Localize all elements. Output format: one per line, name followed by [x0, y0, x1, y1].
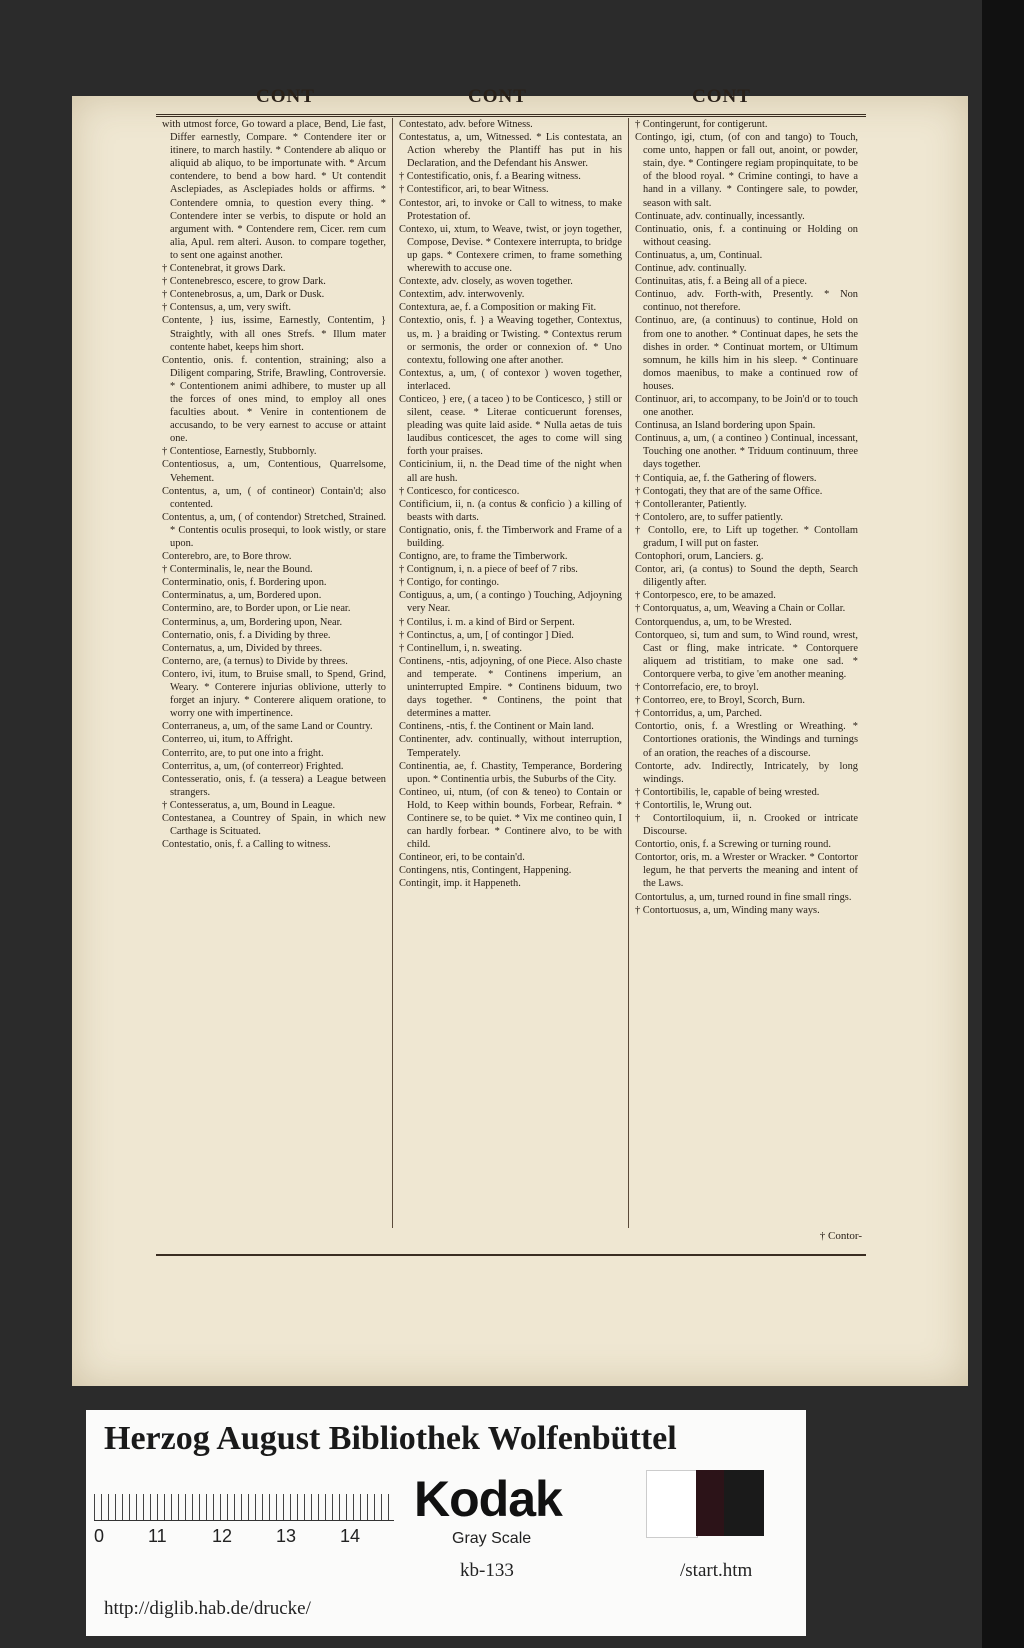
- dictionary-entry: † Contiquia, ae, f. the Gathering of flowers.: [635, 472, 817, 484]
- dictionary-entry: Contificium, ii, n. (a contus & conficio ) a killing of beasts with darts.: [399, 498, 622, 523]
- dictionary-entry: † Contensus, a, um, very swift.: [162, 302, 292, 314]
- dictionary-entry: Contortulus, a, um, turned round in fine small rings.: [635, 891, 852, 903]
- dictionary-entry: † Contigo, for contingo.: [399, 577, 500, 589]
- headword-center: CONT: [468, 86, 527, 107]
- dictionary-entry: Contignatio, onis, f. the Timberwork and Frame of a building.: [399, 524, 622, 549]
- headword-right: CONT: [692, 86, 751, 107]
- dictionary-entry: Contor, ari, (a contus) to Sound the depth, Search diligently after.: [635, 564, 858, 589]
- kodak-logo: Kodak: [414, 1471, 562, 1527]
- dictionary-entry: Continuate, adv. continually, incessantly.: [635, 210, 805, 222]
- dictionary-entry: Contermino, are, to Border upon, or Lie near.: [162, 603, 351, 615]
- dictionary-entry: † Contolleranter, Patiently.: [635, 498, 747, 510]
- dictionary-entry: Conterreo, ui, itum, to Affright.: [162, 734, 293, 746]
- dictionary-entry: Continuitas, atis, f. a Being all of a piece.: [635, 276, 807, 288]
- dictionary-entry: Contorte, adv. Indirectly, Intricately, by long windings.: [635, 760, 858, 785]
- bottom-rule: [156, 1254, 866, 1256]
- dictionary-entry: Contingens, ntis, Contingent, Happening.: [399, 865, 572, 877]
- dictionary-entry: Contextura, ae, f. a Composition or making Fit.: [399, 302, 597, 314]
- dictionary-entry: Contestatus, a, um, Witnessed. * Lis contestata, an Action whereby the Plantiff has put in his Declaration, and the Defendant his Answer.: [399, 132, 622, 170]
- dictionary-entry: Contorquendus, a, um, to be Wrested.: [635, 616, 792, 628]
- column-1: [156, 118, 392, 1228]
- dictionary-entry: † Contortibilis, le, capable of being wrested.: [635, 786, 820, 798]
- dictionary-entry: Conticeo, } ere, ( a taceo ) to be Conticesco, } still or silent, cease. * Literae conticuerunt forenses, pleading was quite laid aside. * Nulla aetas de tuis laudibus conticescet, the ages to come will sing forth your praises.: [399, 393, 622, 458]
- dictionary-entry: Contesseratio, onis, f. (a tessera) a League between strangers.: [162, 773, 386, 798]
- dictionary-entry: Contiguus, a, um, ( a contingo ) Touching, Adjoyning very Near.: [399, 590, 622, 615]
- dictionary-entry: † Contogati, they that are of the same Office.: [635, 485, 823, 497]
- dictionary-entry: † Contolero, are, to suffer patiently.: [635, 511, 784, 523]
- dictionary-entry: † Contortiloquium, ii, n. Crooked or intricate Discourse.: [635, 812, 858, 838]
- dictionary-entry: † Conterminalis, le, near the Bound.: [162, 564, 313, 576]
- dictionary-entry: Conterminatio, onis, f. Bordering upon.: [162, 577, 327, 589]
- dictionary-entry: Continuor, ari, to accompany, to be Join'd or to touch one another.: [635, 393, 858, 419]
- dictionary-entry: Contentus, a, um, ( of contendor) Stretched, Strained. * Contentis oculis prosequi, to look wistly, or stare upon.: [162, 511, 386, 549]
- dictionary-entry: Contentio, onis. f. contention, straining; also a Diligent comparing, Strife, Brawling, Controversie. * Contentionem animi adhibere, to muster up all the forces of ones mind, to employ all ones faculties about. * Venire in contentionem de accusando, to be very earnest to accuse or attaint one.: [162, 354, 386, 445]
- ruler-label: 0: [94, 1526, 105, 1546]
- dictionary-entry: Contero, ivi, itum, to Bruise small, to Spend, Grind, Weary. * Conterere injurias oblivione, utterly to forget an injury. * Conterere aliquem oratione, to worry one with impertinence.: [162, 668, 386, 720]
- dictionary-entry: Conternatus, a, um, Divided by threes.: [162, 642, 323, 654]
- dictionary-entry: Contextio, onis, f. } a Weaving together, Contextus, us, m. } a braiding or Twisting. * Contextus rerum or sermonis, the order or connexion of. * Uno contextu, following one after another.: [399, 315, 622, 366]
- dictionary-entry: † Contilus, i. m. a kind of Bird or Serpent.: [399, 616, 575, 628]
- dictionary-entry: † Conticesco, for conticesco.: [399, 485, 520, 497]
- dictionary-entry: Continuatio, onis, f. a continuing or Holding on without ceasing.: [635, 223, 858, 248]
- target-code: kb-133: [460, 1560, 514, 1581]
- dictionary-entry: Continuo, are, (a continuus) to continue, Hold on from one to another. * Continuat dapes, he sets the dishes in order. * Continuat mortem, or Ultimum somnum, he kills him in his sleep. * Continuare domos maenibus, to make a continued row of houses.: [635, 315, 858, 392]
- dictionary-entry: Conterno, are, (a ternus) to Divide by threes.: [162, 655, 348, 667]
- dictionary-entry: Contineor, eri, to be contain'd.: [399, 852, 525, 864]
- dictionary-entry: † Contestificatio, onis, f. a Bearing witness.: [399, 171, 581, 183]
- dictionary-entry: Contestatio, onis, f. a Calling to witness.: [162, 839, 331, 851]
- dictionary-entry: Continentia, ae, f. Chastity, Temperance, Bordering upon. * Continentia urbis, the Suburbs of the City.: [399, 760, 622, 785]
- dictionary-entry: Contortio, onis, f. a Screwing or turning round.: [635, 839, 831, 851]
- dictionary-entry: Continue, adv. continually.: [635, 263, 747, 275]
- ruler-label: 11: [148, 1526, 167, 1546]
- dictionary-entry: Continens, -ntis, f. the Continent or Main land.: [399, 721, 594, 733]
- dictionary-entry: Contingo, igi, ctum, (of con and tango) to Touch, come unto, happen or fall out, anoint, or powder, stain, dye. * Contingere regiam propinquitate, to be of the blood royal. * Crimine contingi, to have a hand in a villany. * Contingere sale, to powder, season with salt.: [635, 132, 858, 209]
- dictionary-entry: Contestato, adv. before Witness.: [399, 119, 533, 130]
- dictionary-entry: Contexte, adv. closely, as woven together.: [399, 276, 573, 288]
- dictionary-entry: † Contenebrosus, a, um, Dark or Dusk.: [162, 289, 325, 301]
- dictionary-entry: Continuus, a, um, ( a contineo ) Continual, incessant, Touching one another. * Triduum continuum, three days together.: [635, 433, 858, 471]
- dictionary-entry: Contextim, adv. interwovenly.: [399, 289, 525, 301]
- dictionary-entry: Contente, } ius, issime, Earnestly, Contentim, } Straightly, with all ones Strefs. * Illum mater contente habet, keeps him short.: [162, 315, 386, 353]
- archive-footer: [86, 1410, 806, 1636]
- dictionary-entry: Conticinium, ii, n. the Dead time of the night when all are hush.: [399, 459, 622, 484]
- url-left: http://diglib.hab.de/drucke/: [104, 1598, 311, 1619]
- dictionary-entry: Conterminatus, a, um, Bordered upon.: [162, 590, 322, 602]
- dictionary-entry: Conterritus, a, um, (of conterreor) Frighted.: [162, 760, 344, 772]
- dictionary-entry: † Contortilis, le, Wrung out.: [635, 799, 752, 811]
- dictionary-entry: Conterrito, are, to put one into a fright.: [162, 747, 324, 759]
- dictionary-entry: † Contesseratus, a, um, Bound in League.: [162, 799, 336, 811]
- dictionary-entry: Contestor, ari, to invoke or Call to witness, to make Protestation of.: [399, 197, 622, 222]
- dictionary-entry: Conternatio, onis, f. a Dividing by three.: [162, 629, 331, 641]
- dictionary-entry: † Continctus, a, um, [ of contingor ] Died.: [399, 629, 574, 641]
- dictionary-entry: † Contestificor, ari, to bear Witness.: [399, 184, 549, 196]
- dictionary-entry: Contentus, a, um, ( of contineor) Contain'd; also contented.: [162, 485, 386, 510]
- dictionary-entry: † Contorquatus, a, um, Weaving a Chain or Collar.: [635, 603, 846, 615]
- dictionary-entry: Contorqueo, si, tum and sum, to Wind round, wrest, Cast or fling, make intricate. * Contorquere aliquem ad tristitiam, to make one sad. * Contorquere verba, to give 'em another meaning.: [635, 629, 858, 680]
- swatch-black: [724, 1470, 764, 1536]
- dictionary-entry: † Contentiose, Earnestly, Stubbornly.: [162, 446, 317, 458]
- dictionary-entry: Conterebro, are, to Bore throw.: [162, 551, 292, 563]
- swatch-dark: [696, 1470, 724, 1536]
- column-3: [628, 118, 864, 1228]
- measurement-ruler: [94, 1480, 394, 1521]
- dictionary-entry: Contortio, onis, f. a Wrestling or Wreathing. * Contortiones orationis, the Windings and turnings of an oration, the reaches of a discourse.: [635, 721, 858, 759]
- running-head: [156, 86, 866, 117]
- dictionary-entry: Contextus, a, um, ( of contexor ) woven together, interlaced.: [399, 367, 622, 392]
- dictionary-entry: Contingit, imp. it Happeneth.: [399, 878, 521, 890]
- dictionary-entry: Contigno, are, to frame the Timberwork.: [399, 551, 568, 563]
- dictionary-page: [72, 86, 968, 1386]
- dictionary-entry: with utmost force, Go toward a place, Bend, Lie fast, Differ earnestly, Compare. * Contendere iter or itinere, to march hastily. * Contendere ab aliquo or aliquid ab aliquo, to be importunate with. * Arcum contendere, to bend a bow hard. * Ut contendit Asclepiades, as Asclepiades holds or affirms. * Contendere omnia, to question every thing. * Contendere inter se verbis, to dispute or hold an argument with. * Contendere rem, Cicer. rem cum alia, Apul. rem alteri. Auson. to compare together, to sent one against another.: [162, 119, 386, 261]
- dictionary-entry: Contexo, ui, xtum, to Weave, twist, or joyn together, Compose, Devise. * Contexere interrupta, to bridge up gaps. * Contexere crimen, to frame something wherewith to accuse one.: [399, 223, 622, 275]
- swatch-white: [646, 1470, 698, 1538]
- gray-scale-label: Gray Scale: [452, 1530, 532, 1547]
- dictionary-entry: Conterminus, a, um, Bordering upon, Near.: [162, 616, 343, 628]
- dictionary-entry: Continens, -ntis, adjoyning, of one Piece. Also chaste and temperate. * Continens imperium, an uninterrupted Empire. * Continens biduum, two days together. * Continens, the point that determines a matter.: [399, 655, 622, 720]
- text-block: [156, 86, 866, 1262]
- dictionary-entry: † Contollo, ere, to Lift up together. * Contollam gradum, I will put on faster.: [635, 524, 858, 549]
- dictionary-entry: Continuo, adv. Forth-with, Presently. * Non continuo, not therefore.: [635, 289, 858, 314]
- headword-left: CONT: [256, 86, 315, 107]
- dictionary-entry: Contentiosus, a, um, Contentious, Quarrelsome, Vehement.: [162, 459, 386, 484]
- dictionary-entry: † Contorpesco, ere, to be amazed.: [635, 590, 776, 602]
- dictionary-entry: Continuatus, a, um, Continual.: [635, 249, 763, 261]
- dictionary-entry: Contortor, oris, m. a Wrester or Wracker. * Contortor legum, he that perverts the meaning and intent of the Laws.: [635, 852, 858, 890]
- dictionary-entry: † Contorridus, a, um, Parched.: [635, 708, 762, 720]
- ruler-label: 14: [340, 1526, 361, 1546]
- ruler-label: 12: [212, 1526, 233, 1546]
- dictionary-entry: † Contenebresco, escere, to grow Dark.: [162, 276, 326, 288]
- book-spine: [982, 0, 1024, 1648]
- dictionary-entry: † Contorreo, ere, to Broyl, Scorch, Burn.: [635, 695, 805, 707]
- entry-columns: [156, 118, 866, 1228]
- dictionary-entry: Continusa, an Island bordering upon Spain.: [635, 420, 816, 432]
- dictionary-entry: † Contignum, i, n. a piece of beef of 7 ribs.: [399, 564, 578, 576]
- dictionary-entry: † Contortuosus, a, um, Winding many ways.: [635, 904, 820, 916]
- dictionary-entry: † Contingerunt, for contigerunt.: [635, 119, 768, 130]
- column-2: [392, 118, 628, 1228]
- ruler-label: 13: [276, 1526, 297, 1546]
- dictionary-entry: Contineo, ui, ntum, (of con & teneo) to Contain or Hold, to Keep within bounds, Forbear, Refrain. * Continere se, to be quiet. * Vix me contineo quin, I can hardly forbear. * Continere alvo, to be with child.: [399, 786, 622, 851]
- dictionary-entry: † Continellum, i, n. sweating.: [399, 642, 522, 654]
- dictionary-entry: Conterraneus, a, um, of the same Land or Country.: [162, 721, 373, 733]
- catchword: † Contor-: [819, 1230, 862, 1242]
- url-right: /start.htm: [680, 1560, 753, 1581]
- dictionary-entry: Contophori, orum, Lanciers. g.: [635, 551, 764, 563]
- library-name: Herzog August Bibliothek Wolfenbüttel: [104, 1420, 677, 1457]
- dictionary-entry: † Contenebrat, it grows Dark.: [162, 263, 286, 275]
- dictionary-entry: Continenter, adv. continually, without interruption, Temperately.: [399, 734, 622, 759]
- dictionary-entry: † Contorrefacio, ere, to broyl.: [635, 682, 759, 694]
- dictionary-entry: Contestanea, a Countrey of Spain, in which new Carthage is Scituated.: [162, 812, 386, 838]
